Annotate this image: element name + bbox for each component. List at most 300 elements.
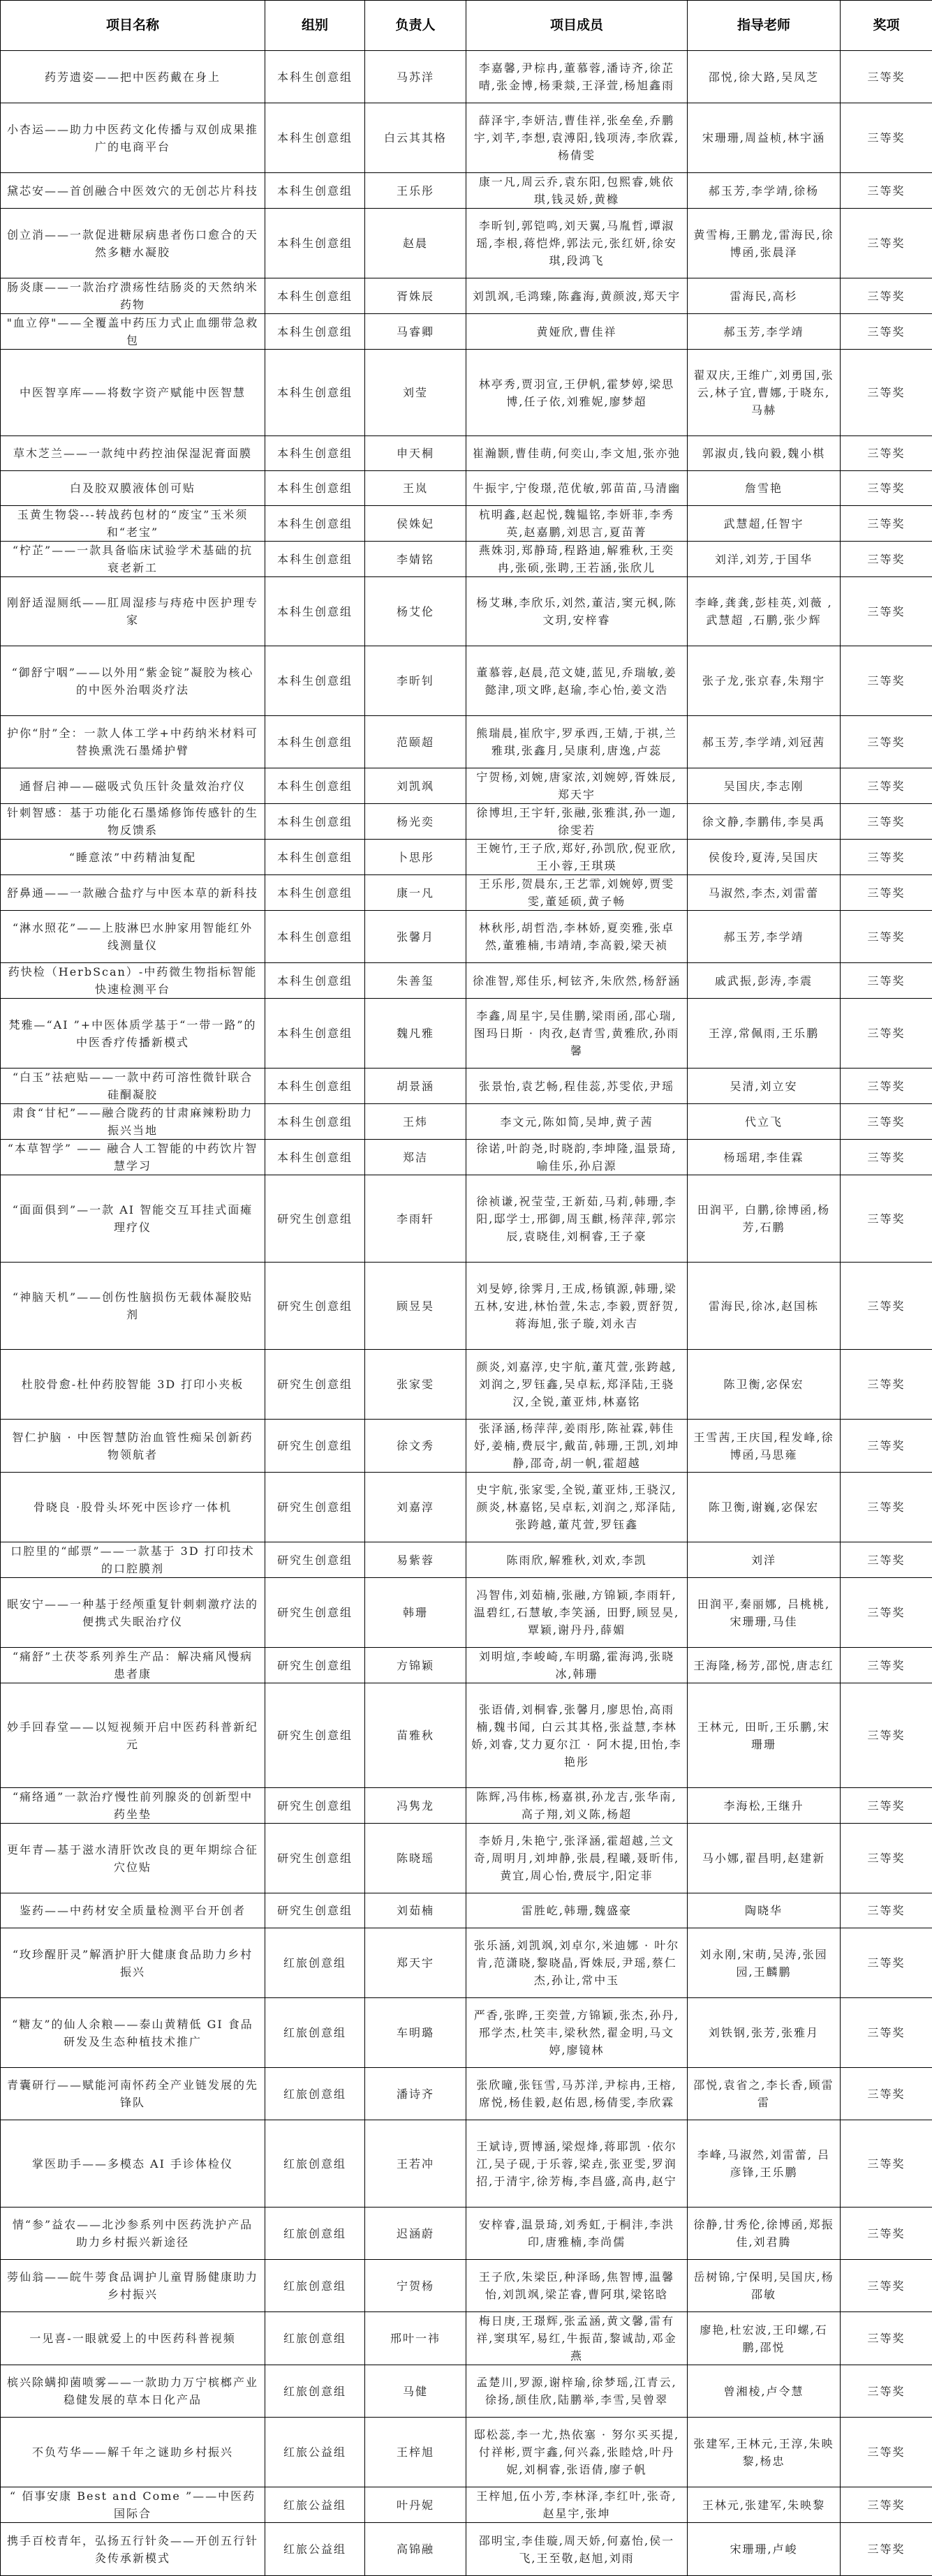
leader-cell: 王乐彤 [365,173,466,209]
project-name-cell: 不负芍华——解千年之谜助乡村振兴 [1,2418,265,2487]
teachers-cell: 马小娜,翟昌明,赵建新 [688,1824,841,1893]
members-cell: 董慕蓉,赵晨,范文婕,蓝见,乔瑞敏,姜懿津,项文晔,赵瑜,李心怡,姜文浩 [466,646,688,716]
members-cell: 李嘉馨,尹棕冉,董慕蓉,潘诗齐,徐芷晴,张金博,杨秉燚,王泽萱,杨旭鑫雨 [466,51,688,103]
table-row [1,2068,932,2120]
table-row [1,1069,932,1104]
project-name-cell: 梵雅—“AI ”+中医体质学基于“一带一路”的中医香疗传播新模式 [1,999,265,1069]
leader-cell: 魏凡雅 [365,999,466,1069]
teachers-cell: 田润平, 白鹏,徐博函,杨芳,石鹏 [688,1175,841,1263]
group-cell: 研究生创意组 [265,1788,365,1824]
project-name-cell: “ 佰事安康 Best and Come ”——中医药国际合 [1,2487,265,2523]
project-name-cell: 通督启神——磁吸式负压针灸量效治疗仪 [1,768,265,804]
teachers-cell: 李海松,王继升 [688,1788,841,1824]
leader-cell: 杨艾伦 [365,577,466,646]
group-cell: 红旅创意组 [265,2068,365,2120]
project-name-cell: 肠炎康——一款治疗溃疡性结肠炎的天然纳米药物 [1,278,265,314]
leader-cell: 李雨轩 [365,1175,466,1263]
project-name-cell: 槟兴除螨抑菌喷雾——一款助力万宁槟榔产业稳健发展的草本日化产品 [1,2365,265,2418]
members-cell: 颜炎,刘嘉淳,史宇航,董芃萱,张跨越,刘润之,罗钰鑫,吴卓耘,郑泽陆,王骁汉,全锐,董亚炜,林嘉铭 [466,1350,688,1420]
table-row [1,911,932,963]
leader-cell: 张家雯 [365,1350,466,1420]
project-name-cell: 情“参”益农——北沙参系列中医药洗护产品助力乡村振兴新途径 [1,2208,265,2260]
table-row [1,103,932,173]
leader-cell: 车明璐 [365,1998,466,2068]
teachers-cell: 黄雪梅,王鹏龙,雷海民,徐博函,张晨泽 [688,209,841,278]
award-cell: 三等奖 [841,577,932,646]
table-row [1,506,932,542]
group-cell: 本科生创意组 [265,278,365,314]
project-name-cell: 智仁护脑 · 中医智慧防治血管性痴呆创新药物领航者 [1,1420,265,1473]
leader-cell: 侯姝妃 [365,506,466,542]
members-cell: 徐祯谦,祝莹莹,王新茹,马莉,韩珊,李阳,邸学士,邢御,周玉麒,杨萍萍,郭宗辰,袁晓佳,刘桐睿,王子豪 [466,1175,688,1263]
award-cell: 三等奖 [841,1824,932,1893]
members-cell: 王斌诗,贾博涵,梁煜烽,蒋耶凯 ·依尔江,吴子砚,于乐蓉,梁垚,张亚雯,罗润招,于清宇,徐芳梅,李昌盛,高冉,赵宁 [466,2120,688,2208]
table-row [1,350,932,436]
project-name-cell: 杜胶骨愈-杜仲药胶智能 3D 打印小夹板 [1,1350,265,1420]
teachers-cell: 宋珊珊,卢峻 [688,2523,841,2576]
leader-cell: 康一凡 [365,875,466,911]
project-name-cell: “御舒宁咽”——以外用“紫金锭”凝胶为核心的中医外治咽炎疗法 [1,646,265,716]
members-cell: 张欣曈,张钰雪,马苏洋,尹棕冉,王榕,席悦,杨佳毅,赵佑恩,杨倩雯,李欣霖 [466,2068,688,2120]
members-cell: 李昕钊,郭铠鸣,刘天翼,马胤哲,谭淑瑶,李根,蒋恺烨,郭法元,张红妍,徐安琪,段鸿飞 [466,209,688,278]
table-row [1,2365,932,2418]
table-row [1,716,932,768]
table-row [1,436,932,471]
group-cell: 红旅公益组 [265,2523,365,2576]
teachers-cell: 廖艳,杜宏波,王印螺,石鹏,邵悦 [688,2312,841,2365]
members-cell: 康一凡,周云乔,袁东阳,包熙睿,姚依琪,钱灵娇,黄橼 [466,173,688,209]
project-name-cell: “睡意浓”中药精油复配 [1,840,265,875]
group-cell: 本科生创意组 [265,875,365,911]
award-cell: 三等奖 [841,2208,932,2260]
group-cell: 本科生创意组 [265,103,365,173]
members-cell: 李鑫,周星宇,吴佳鹏,梁雨函,邵心瑞,图玛日斯 · 肉孜,赵青雪,黄雅欣,孙雨馨 [466,999,688,1069]
project-name-cell: 黛芯安——首创融合中医效穴的无创芯片科技 [1,173,265,209]
header-award: 奖项 [841,1,932,51]
teachers-cell: 陈卫衡,宓保宏 [688,1350,841,1420]
group-cell: 红旅创意组 [265,1998,365,2068]
leader-cell: 李婧铭 [365,542,466,577]
project-name-cell: 掌医助手——多模态 AI 手诊体检仪 [1,2120,265,2208]
members-cell: 李娇月,朱艳宁,张泽涵,霍超越,兰文奇,周明月,刘坤静,张晨,程曦,聂昕伟,黄宜,周心怡,费辰宇,阳定菲 [466,1824,688,1893]
award-cell: 三等奖 [841,2418,932,2487]
group-cell: 本科生创意组 [265,577,365,646]
group-cell: 本科生创意组 [265,999,365,1069]
leader-cell: 韩珊 [365,1578,466,1648]
members-cell: 燕姝羽,郑静琦,程路迪,解雅秋,王奕冉,张硕,张聘,王若涵,张欣儿 [466,542,688,577]
members-cell: 徐诺,叶韵尧,时晓韵,李坤隆,温景琦,喻佳乐,孙启源 [466,1140,688,1175]
members-cell: 安梓睿,温景琦,刘秀虹,于桐沣,李洪印,唐雅楠,李尚儒 [466,2208,688,2260]
project-name-cell: “神脑天机”——创伤性脑损伤无载体凝胶贴剂 [1,1263,265,1350]
teachers-cell: 李峰,马淑然,刘雷蕾, 吕彦锋,王乐鹏 [688,2120,841,2208]
award-cell: 三等奖 [841,840,932,875]
table-row [1,1175,932,1263]
members-cell: 杭明鑫,赵起悦,魏韫铭,李妍菲,李秀英,赵嘉鹏,刘思言,夏苗菁 [466,506,688,542]
group-cell: 本科生创意组 [265,506,365,542]
table-row [1,1350,932,1420]
project-name-cell: 中医智享库——将数字资产赋能中医智慧 [1,350,265,436]
project-name-cell: 护你“肘”全：一款人体工学+中药纳米材料可替换熏洗石墨烯护臂 [1,716,265,768]
table-row [1,542,932,577]
leader-cell: 顾昱昊 [365,1263,466,1350]
project-name-cell: 肃食“甘杞”——融合陇药的甘肃麻辣粉助力振兴当地 [1,1104,265,1140]
leader-cell: 刘茹楠 [365,1893,466,1928]
teachers-cell: 郭淑贞,钱向毅,魏小棋 [688,436,841,471]
teachers-cell: 吴清,刘立安 [688,1069,841,1104]
members-cell: 雷胜屹,韩珊,魏盛豪 [466,1893,688,1928]
table-row [1,2523,932,2576]
teachers-cell: 刘铁钢,张芳,张雅月 [688,1998,841,2068]
leader-cell: 苗雅秋 [365,1683,466,1788]
group-cell: 红旅创意组 [265,2365,365,2418]
award-cell: 三等奖 [841,506,932,542]
leader-cell: 胥姝辰 [365,278,466,314]
project-name-cell: “淋水照花”——上肢淋巴水肿家用智能红外线测量仪 [1,911,265,963]
group-cell: 本科生创意组 [265,436,365,471]
group-cell: 本科生创意组 [265,471,365,506]
members-cell: 孟楚川,罗源,谢梓瑜,徐梦瑶,江青云,徐扬,颉佳欣,陆鹏举,李雪,吴曾翠 [466,2365,688,2418]
table-row [1,173,932,209]
group-cell: 本科生创意组 [265,51,365,103]
table-row [1,471,932,506]
group-cell: 本科生创意组 [265,173,365,209]
table-row [1,1473,932,1542]
group-cell: 红旅创意组 [265,1928,365,1998]
table-row [1,1104,932,1140]
leader-cell: 马睿卿 [365,314,466,350]
members-cell: 王子欣,朱梁臣,种泽旸,焦智博,温馨怡,刘凯飒,梁芷睿,曹阿琪,梁铭晗 [466,2260,688,2312]
header-project-name: 项目名称 [1,1,265,51]
group-cell: 本科生创意组 [265,963,365,999]
award-cell: 三等奖 [841,1140,932,1175]
table-row [1,1683,932,1788]
project-name-cell: 刚舒适湿厕纸——肛周湿疹与痔疮中医护理专家 [1,577,265,646]
leader-cell: 宁贺杨 [365,2260,466,2312]
members-cell: 刘旻婷,徐霁月,王成,杨镇源,韩珊,梁五林,安进,林怡萱,朱志,李毅,贾舒贺,蒋海旭,张子璇,刘永吉 [466,1263,688,1350]
award-cell: 三等奖 [841,542,932,577]
members-cell: 陈雨欣,解雅秋,刘欢,李凯 [466,1542,688,1578]
teachers-cell: 徐静,甘秀伦,徐博函,郑振佳,刘君腾 [688,2208,841,2260]
teachers-cell: 郝玉芳,李学靖 [688,911,841,963]
members-cell: 张语倩,刘桐睿,张馨月,廖思怡,高雨楠,魏书闻, 白云其其格,张益慧,李林娇,刘睿,艾力夏尔江 · 阿木提,田怡,李艳彤 [466,1683,688,1788]
members-cell: 王婉竹,王子欣,郑好,孙凯欣,倪亚欣,王小蓉,王琪瑛 [466,840,688,875]
table-row [1,314,932,350]
project-name-cell: “痛舒”土茯苓系列养生产品：解决痛风慢病患者康 [1,1648,265,1683]
teachers-cell: 侯俊玲,夏涛,吴国庆 [688,840,841,875]
group-cell: 本科生创意组 [265,911,365,963]
members-cell: 邸松蕊,李一尤,热依塞 · 努尔买买提,付祥彬,贾宇鑫,何兴淼,张睦焓,叶丹妮,刘桐睿,张语倩,廖子帆 [466,2418,688,2487]
members-cell: 林秋彤,胡哲浩,李林娇,夏奕雅,张卓然,董雅楠,韦靖靖,李高毅,梁天祯 [466,911,688,963]
leader-cell: 方锦颖 [365,1648,466,1683]
teachers-cell: 刘洋 [688,1542,841,1578]
award-cell: 三等奖 [841,1350,932,1420]
header-group: 组别 [265,1,365,51]
table-row [1,1648,932,1683]
teachers-cell: 王林元,张建军,朱映黎 [688,2487,841,2523]
award-cell: 三等奖 [841,1473,932,1542]
header-teachers: 指导老师 [688,1,841,51]
project-name-cell: 药芳遗姿——把中医药戴在身上 [1,51,265,103]
award-cell: 三等奖 [841,209,932,278]
group-cell: 红旅创意组 [265,2120,365,2208]
project-name-cell: 蒡仙翁——皖牛蒡食品调护儿童胃肠健康助力乡村振兴 [1,2260,265,2312]
award-cell: 三等奖 [841,1648,932,1683]
project-name-cell: 创立消——一款促进糖尿病患者伤口愈合的天然多糖水凝胶 [1,209,265,278]
leader-cell: 邢叶一祎 [365,2312,466,2365]
leader-cell: 郑天宇 [365,1928,466,1998]
group-cell: 红旅创意组 [265,2260,365,2312]
leader-cell: 马健 [365,2365,466,2418]
members-cell: 李文元,陈如简,吴坤,黄子茜 [466,1104,688,1140]
project-name-cell: 舒鼻通——一款融合盐疗与中医本草的新科技 [1,875,265,911]
project-name-cell: “痛络通”一款治疗慢性前列腺炎的创新型中药坐垫 [1,1788,265,1824]
project-name-cell: 白及胶双膜液体创可贴 [1,471,265,506]
project-name-cell: “本草智学” —— 融合人工智能的中药饮片智慧学习 [1,1140,265,1175]
table-row [1,1578,932,1648]
members-cell: 杨艾琳,李欣乐,刘然,董洁,窦元枫,陈文玥,安梓睿 [466,577,688,646]
group-cell: 红旅公益组 [265,2487,365,2523]
members-cell: 刘明煊,李峻崎,车明璐,霍海鸿,张晓冰,韩珊 [466,1648,688,1683]
teachers-cell: 陶晓华 [688,1893,841,1928]
leader-cell: 郑洁 [365,1140,466,1175]
leader-cell: 王炜 [365,1104,466,1140]
group-cell: 研究生创意组 [265,1542,365,1578]
project-name-cell: 药快检（HerbScan）-中药微生物指标智能快速检测平台 [1,963,265,999]
teachers-cell: 王林元, 田昕,王乐鹏,宋珊珊 [688,1683,841,1788]
teachers-cell: 王海隆,杨芳,邵悦,唐志红 [688,1648,841,1683]
teachers-cell: 代立飞 [688,1104,841,1140]
leader-cell: 王岚 [365,471,466,506]
table-row [1,2120,932,2208]
group-cell: 本科生创意组 [265,646,365,716]
members-cell: 王乐彤,贺晨东,王艺霏,刘婉婷,贾雯雯,董延硕,黄子畅 [466,875,688,911]
table-row [1,209,932,278]
group-cell: 本科生创意组 [265,209,365,278]
teachers-cell: 田润平,秦丽娜, 吕桃桃,宋珊珊,马佳 [688,1578,841,1648]
leader-cell: 申天桐 [365,436,466,471]
members-cell: 林亭秀,贾羽宣,王伊帆,霍梦婷,梁思博,任子依,刘雅妮,廖梦超 [466,350,688,436]
teachers-cell: 吴国庆,李志刚 [688,768,841,804]
group-cell: 研究生创意组 [265,1175,365,1263]
project-name-cell: 小杏运——助力中医药文化传播与双创成果推广的电商平台 [1,103,265,173]
award-cell: 三等奖 [841,2487,932,2523]
leader-cell: 胡景涵 [365,1069,466,1104]
table-body [1,51,932,2576]
project-name-cell: “糖友”的仙人余粮——泰山黄精低 GI 食品研发及生态种植技术推广 [1,1998,265,2068]
table-row [1,2418,932,2487]
leader-cell: 张馨月 [365,911,466,963]
leader-cell: 高锦融 [365,2523,466,2576]
leader-cell: 刘莹 [365,350,466,436]
table-row [1,1788,932,1824]
table-row [1,1998,932,2068]
project-name-cell: “面面俱到”—一款 AI 智能交互耳挂式面瘫理疗仪 [1,1175,265,1263]
project-name-cell: 妙手回春堂——以短视频开启中医药科普新纪元 [1,1683,265,1788]
leader-cell: 迟涵蔚 [365,2208,466,2260]
members-cell: 冯智伟,刘茹楠,张融,方锦颖,李雨轩,温碧红,石慧敏,李笑涵, 田野,顾昱昊,覃颖,谢丹丹,薛媚 [466,1578,688,1648]
award-cell: 三等奖 [841,2260,932,2312]
group-cell: 红旅创意组 [265,2208,365,2260]
group-cell: 本科生创意组 [265,314,365,350]
award-cell: 三等奖 [841,963,932,999]
leader-cell: 潘诗齐 [365,2068,466,2120]
award-cell: 三等奖 [841,2523,932,2576]
members-cell: 徐准智,郑佳乐,柯铉齐,朱欣然,杨舒涵 [466,963,688,999]
group-cell: 研究生创意组 [265,1648,365,1683]
project-name-cell: 草木芝兰——一款纯中药控油保湿泥膏面膜 [1,436,265,471]
leader-cell: 杨光奕 [365,804,466,840]
table-row [1,2312,932,2365]
members-cell: 牛振宇,宁俊璟,范优敏,郭苗苗,马清幽 [466,471,688,506]
project-name-cell: “玫珍醒肝灵”解酒护肝大健康食品助力乡村振兴 [1,1928,265,1998]
award-cell: 三等奖 [841,768,932,804]
table-row [1,2260,932,2312]
table-row [1,2208,932,2260]
leader-cell: 卜思彤 [365,840,466,875]
teachers-cell: 陈卫衡,谢巍,宓保宏 [688,1473,841,1542]
leader-cell: 刘凯飒 [365,768,466,804]
award-cell: 三等奖 [841,1788,932,1824]
teachers-cell: 宋珊珊,周益桢,林宇涵 [688,103,841,173]
table-row [1,840,932,875]
teachers-cell: 马淑然,李杰,刘雷蕾 [688,875,841,911]
award-cell: 三等奖 [841,1928,932,1998]
members-cell: 熊瑞晨,崔欣宇,罗承西,王婧,于祺,兰雅琪,张鑫月,吴康利,唐逸,卢蕊 [466,716,688,768]
award-cell: 三等奖 [841,1683,932,1788]
award-cell: 三等奖 [841,2312,932,2365]
award-cell: 三等奖 [841,173,932,209]
award-cell: 三等奖 [841,716,932,768]
award-cell: 三等奖 [841,911,932,963]
teachers-cell: 岳树锦,宁保明,吴国庆,杨邵敏 [688,2260,841,2312]
teachers-cell: 雷海民,高杉 [688,278,841,314]
award-cell: 三等奖 [841,804,932,840]
teachers-cell: 刘永刚,宋萌,吴涛,张园园,王麟鹏 [688,1928,841,1998]
project-name-cell: 玉黄生物袋---转战药包材的“废宝”玉米须和“老宝” [1,506,265,542]
leader-cell: 徐文秀 [365,1420,466,1473]
group-cell: 本科生创意组 [265,350,365,436]
project-name-cell: 鉴药——中药材安全质量检测平台开创者 [1,1893,265,1928]
table-row [1,1263,932,1350]
table-row [1,2487,932,2523]
project-name-cell: 一见喜-一眼就爱上的中医药科普视频 [1,2312,265,2365]
award-cell: 三等奖 [841,646,932,716]
project-name-cell: 更年青—基于滋水清肝饮改良的更年期综合征穴位贴 [1,1824,265,1893]
group-cell: 研究生创意组 [265,1420,365,1473]
project-name-cell: “柠芷”——一款具备临床试验学术基础的抗衰老新工 [1,542,265,577]
members-cell: 严香,张晔,王奕萱,方锦颖,张杰,孙丹,邢学杰,杜笑丰,梁秋然,翟金明,马文婷,廖镜林 [466,1998,688,2068]
award-cell: 三等奖 [841,103,932,173]
award-cell: 三等奖 [841,999,932,1069]
table-row [1,1824,932,1893]
award-cell: 三等奖 [841,1175,932,1263]
leader-cell: 冯隽龙 [365,1788,466,1824]
members-cell: 王梓旭,伍小芳,李林泽,李红叶,张奇,赵星宇,张坤 [466,2487,688,2523]
leader-cell: 范颐超 [365,716,466,768]
group-cell: 研究生创意组 [265,1824,365,1893]
members-cell: 陈辉,冯伟栋,杨嘉祺,孙龙吉,张华南,高子翔,刘义陈,杨超 [466,1788,688,1824]
group-cell: 本科生创意组 [265,768,365,804]
teachers-cell: 邵悦,袁省之,李长香,顾雷雷 [688,2068,841,2120]
members-cell: 宁贺杨,刘婉,唐家浓,刘婉婷,胥姝辰,郑天宇 [466,768,688,804]
header-leader: 负责人 [365,1,466,51]
leader-cell: 王梓旭 [365,2418,466,2487]
group-cell: 研究生创意组 [265,1893,365,1928]
leader-cell: 马苏洋 [365,51,466,103]
project-name-cell: “白玉”祛疤贴——一款中药可溶性微针联合硅酮凝胶 [1,1069,265,1104]
group-cell: 本科生创意组 [265,1140,365,1175]
members-cell: 徐博坦,王宇轩,张融,张雅淇,孙一迦,徐雯若 [466,804,688,840]
members-cell: 薛泽宇,李妍洁,曹佳祥,张垒垒,乔鹏宇,刘芊,李想,袁溥阳,钱项涛,李欣霖,杨倩雯 [466,103,688,173]
leader-cell: 白云其其格 [365,103,466,173]
teachers-cell: 王雪茜,王庆国,程发峰,徐博函,马思雍 [688,1420,841,1473]
leader-cell: 刘嘉淳 [365,1473,466,1542]
award-cell: 三等奖 [841,278,932,314]
leader-cell: 易紫蓉 [365,1542,466,1578]
award-cell: 三等奖 [841,350,932,436]
award-cell: 三等奖 [841,1998,932,2068]
table-row [1,51,932,103]
teachers-cell: 武慧超,任智宇 [688,506,841,542]
teachers-cell: 雷海民,徐冰,赵国栋 [688,1263,841,1350]
table-row [1,875,932,911]
group-cell: 本科生创意组 [265,1069,365,1104]
table-row [1,1542,932,1578]
award-cell: 三等奖 [841,1578,932,1648]
table-row [1,1140,932,1175]
group-cell: 研究生创意组 [265,1350,365,1420]
award-cell: 三等奖 [841,875,932,911]
teachers-cell: 张子龙,张京春,朱翔宇 [688,646,841,716]
members-cell: 张乐涵,刘凯飒,刘卓尔,米迪娜 · 叶尔肯,范潇晓,黎晓晶,胥姝辰,尹瑶,蔡仁杰,孙让,常中玉 [466,1928,688,1998]
teachers-cell: 曾湘棱,卢令慧 [688,2365,841,2418]
teachers-cell: 刘洋,刘芳,于国华 [688,542,841,577]
table-row [1,646,932,716]
project-name-cell: "血立停"——全覆盖中药压力式止血绷带急救包 [1,314,265,350]
project-name-cell: 青囊研行——赋能河南怀药全产业链发展的先锋队 [1,2068,265,2120]
teachers-cell: 张建军,王林元,王淳,朱映黎,杨忠 [688,2418,841,2487]
award-cell: 三等奖 [841,314,932,350]
group-cell: 研究生创意组 [265,1263,365,1350]
award-cell: 三等奖 [841,436,932,471]
members-cell: 崔瀚颢,曹佳萌,何奕山,李文旭,张亦弛 [466,436,688,471]
header-members: 项目成员 [466,1,688,51]
teachers-cell: 郝玉芳,李学靖,徐杨 [688,173,841,209]
group-cell: 研究生创意组 [265,1473,365,1542]
table-row [1,577,932,646]
leader-cell: 朱善玺 [365,963,466,999]
teachers-cell: 戚武振,彭涛,李震 [688,963,841,999]
table-row [1,804,932,840]
project-name-cell: 口腔里的“邮票”——一款基于 3D 打印技术的口腔膜剂 [1,1542,265,1578]
group-cell: 研究生创意组 [265,1683,365,1788]
members-cell: 黄娅欣,曹佳祥 [466,314,688,350]
teachers-cell: 李峰,龚龚,彭桂英,刘薇 ,武慧超 ,石鹏,张少辉 [688,577,841,646]
project-name-cell: 携手百校青年，弘扬五行针灸——开创五行针灸传承新模式 [1,2523,265,2576]
leader-cell: 陈晓瑶 [365,1824,466,1893]
teachers-cell: 徐文静,李鹏伟,李昊禹 [688,804,841,840]
award-cell: 三等奖 [841,2365,932,2418]
table-row [1,278,932,314]
project-name-cell: 针刺智感：基于功能化石墨烯修饰传感针的生物反馈系 [1,804,265,840]
award-cell: 三等奖 [841,2120,932,2208]
award-cell: 三等奖 [841,471,932,506]
table-row [1,1420,932,1473]
group-cell: 本科生创意组 [265,542,365,577]
members-cell: 史宇航,张家雯,全锐,董亚炜,王骁汉,颜炎,林嘉铭,吴卓耘,刘润之,郑泽陆,张跨越,董芃萱,罗钰鑫 [466,1473,688,1542]
leader-cell: 赵晨 [365,209,466,278]
table-row [1,963,932,999]
